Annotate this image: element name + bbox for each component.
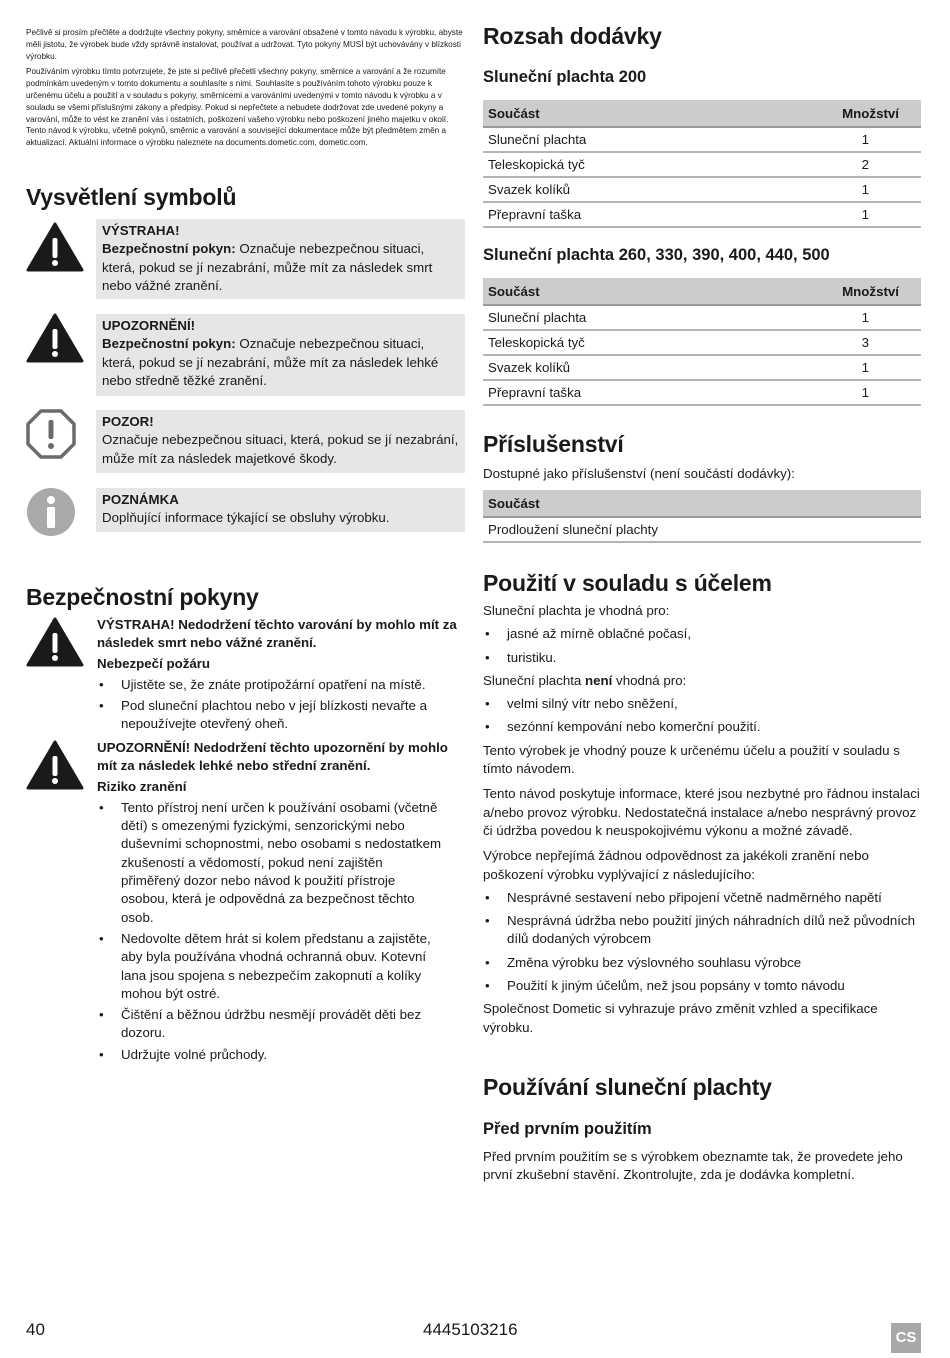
cell-part: Teleskopická tyč bbox=[483, 330, 730, 355]
intended-use-title: Použití v souladu s účelem bbox=[483, 570, 772, 596]
safety-injury-list bbox=[97, 799, 465, 1064]
cell-qty: 2 bbox=[730, 152, 921, 177]
delivery-table-260-500 bbox=[483, 278, 921, 406]
list-item: • Udržujte volné průchody. bbox=[97, 1046, 443, 1064]
delivery-table2-title: Sluneční plachta 260, 330, 390, 400, 440, 500 bbox=[483, 246, 830, 264]
symbol-note-head: POZNÁMKA bbox=[102, 492, 179, 507]
list-item: • Pod sluneční plachtou nebo v její blízkosti nevařte a nepoužívejte otevřený oheň. bbox=[97, 697, 465, 734]
table-row bbox=[483, 127, 921, 152]
list-item: • Nesprávná údržba nebo použití jiných náhradních dílů než původních dílů dodaných výrobcem bbox=[483, 912, 923, 949]
list-item: • velmi silný vítr nebo sněžení, bbox=[483, 695, 923, 713]
language-badge: CS bbox=[891, 1323, 921, 1353]
warning-triangle-icon bbox=[26, 617, 84, 667]
intro-paragraph-2: Používáním výrobku tímto potvrzujete, že jste si pečlivě přečetli všechny pokyny, směrnice a varování a že rozumíte podmínkám uvedeným v tomto dokumentu a souhlasíte s nimi. Souhlasíte s používáním tohoto výrobku pouze k určenému účelu a použití a v souladu s pokyny, směrnicemi a varováními uvedenými v tomto návodu k výrobku a v souladu se všemi příslušnými zákony a předpisy. Pokud si nepřečtete a nebudete dodržovat zde uvedené pokyny a varování, může to vést ke zranění vás i ostatních, poškození vašeho výrobku nebo poškození jiného majetku v okolí. Tento návod k výrobku, včetně pokynů, směrnic a varování a související dokumentace může být předmětem změn a aktualizací. Aktuální informace o výrobku naleznete na documents.dometic.com, dometic.com. bbox=[26, 67, 449, 148]
table-row bbox=[483, 517, 921, 542]
cell-part: Svazek kolíků bbox=[483, 177, 730, 202]
table-row bbox=[483, 152, 921, 177]
safety-warning-head: VÝSTRAHA! Nedodržení těchto varování by mohlo mít za následek smrt nebo vážné zranění. bbox=[97, 617, 457, 651]
list-item: • Použití k jiným účelům, než jsou popsány v tomto návodu bbox=[483, 977, 923, 995]
cell-qty: 1 bbox=[730, 355, 921, 380]
liability-list bbox=[483, 889, 923, 995]
symbol-caution-head: UPOZORNĚNÍ! bbox=[102, 318, 196, 333]
caution-triangle-icon bbox=[26, 740, 84, 790]
intended-paragraph-1: Tento výrobek je vhodný pouze k určenému účelu a použití v souladu s tímto návodem. bbox=[483, 742, 900, 777]
cell-part: Teleskopická tyč bbox=[483, 152, 730, 177]
list-item: • Ujistěte se, že znáte protipožární opatření na místě. bbox=[97, 676, 465, 694]
list-item: • jasné až mírně oblačné počasí, bbox=[483, 625, 923, 643]
cell-part: Sluneční plachta bbox=[483, 127, 730, 152]
using-title: Používání sluneční plachty bbox=[483, 1074, 772, 1100]
safety-fire-subhead: Nebezpečí požáru bbox=[97, 655, 211, 671]
caution-triangle-icon bbox=[26, 313, 84, 363]
cell-qty: 1 bbox=[730, 127, 921, 152]
not-suitable-post: vhodná pro: bbox=[612, 672, 687, 688]
symbol-warning-lead: Bezpečnostní pokyn: bbox=[102, 241, 236, 257]
cell-part: Prodloužení sluneční plachty bbox=[483, 517, 921, 542]
cell-qty: 3 bbox=[730, 330, 921, 355]
list-item: • Nesprávné sestavení nebo připojení včetně nadměrného napětí bbox=[483, 889, 923, 907]
safety-caution-head: UPOZORNĚNÍ! Nedodržení těchto upozornění by mohlo mít za následek lehké nebo střední zranění. bbox=[97, 740, 448, 774]
cell-part: Sluneční plachta bbox=[483, 305, 730, 330]
not-suitable-intro bbox=[483, 672, 923, 690]
list-item: • turistiku. bbox=[483, 649, 923, 667]
intended-paragraph-4: Společnost Dometic si vyhrazuje právo změnit vzhled a specifikace výrobku. bbox=[483, 1001, 878, 1035]
table-row bbox=[483, 380, 921, 405]
column-header-part: Součást bbox=[483, 278, 730, 305]
table-row bbox=[483, 177, 921, 202]
list-item: • Tento přístroj není určen k používání osobami (včetně dětí) s omezenými fyzickými, senzorickými nebo duševními schopnostmi, nebo osobami s nedostatkem zkušeností a vědomostí, pokud není zajištěn přiměřený dozor nebo návod k použití přístroje osobou, která je odpovědná za bezpečnost těchto osob. bbox=[97, 799, 443, 927]
table-row bbox=[483, 330, 921, 355]
intro-paragraph-1: Pečlivě si prosím přečtěte a dodržujte všechny pokyny, směrnice a varování obsažené v tomto návodu k výrobku, abyste měli jistotu, že výrobek bude vždy správně instalovat, používat a udržovat. Tyto pokyny MUSÍ být uchovávány v blízkosti výrobku. bbox=[26, 28, 463, 61]
accessories-table bbox=[483, 490, 921, 543]
column-header-qty: Množství bbox=[730, 100, 921, 127]
accessories-intro: Dostupné jako příslušenství (není součástí dodávky): bbox=[483, 466, 795, 481]
symbols-title: Vysvětlení symbolů bbox=[26, 184, 237, 210]
document-code: 4445103216 bbox=[423, 1320, 518, 1339]
suitable-list bbox=[483, 625, 923, 667]
delivery-table-200 bbox=[483, 100, 921, 228]
cell-part: Svazek kolíků bbox=[483, 355, 730, 380]
table-row bbox=[483, 355, 921, 380]
symbol-notice-text: Označuje nebezpečnou situaci, která, pokud se jí nezabrání, může mít za následek majetkové škody. bbox=[102, 432, 459, 466]
intended-paragraph-2: Tento návod poskytuje informace, které jsou nezbytné pro řádnou instalaci a/nebo provoz výrobku. Nedostatečná instalace a/nebo nesprávný provoz či údržba povedou k neuspokojivému výkonu a možné závadě. bbox=[483, 786, 920, 838]
table-row bbox=[483, 202, 921, 227]
safety-caution-block bbox=[97, 739, 465, 1067]
list-item: • Čištění a běžnou údržbu nesmějí provádět děti bez dozoru. bbox=[97, 1006, 443, 1043]
column-header-part: Součást bbox=[483, 490, 921, 517]
symbol-caution-lead: Bezpečnostní pokyn: bbox=[102, 336, 236, 352]
not-suitable-pre: Sluneční plachta bbox=[483, 672, 586, 688]
notice-octagon-icon bbox=[26, 409, 76, 459]
list-item: • sezónní kempování nebo komerční použití. bbox=[483, 718, 923, 736]
symbol-note-box bbox=[96, 488, 465, 532]
safety-title: Bezpečnostní pokyny bbox=[26, 584, 259, 610]
cell-qty: 1 bbox=[730, 177, 921, 202]
using-subtitle: Před prvním použitím bbox=[483, 1120, 652, 1138]
using-paragraph: Před prvním použitím se s výrobkem obeznamte tak, že provedete jeho první zkušební stavění. Zkontrolujte, zda je dodávka kompletní. bbox=[483, 1149, 903, 1183]
list-item: • Nedovolte dětem hrát si kolem předstanu a zajistěte, aby byla používána vhodná ochranná obuv. Kotevní lana jsou spojena s nebezpečím zakopnutí a kolíky mohou být ostré. bbox=[97, 930, 443, 1003]
page-number: 40 bbox=[26, 1320, 45, 1339]
delivery-table1-title: Sluneční plachta 200 bbox=[483, 68, 647, 86]
cell-part: Přepravní taška bbox=[483, 202, 730, 227]
safety-warning-block bbox=[97, 616, 465, 737]
safety-fire-list bbox=[97, 676, 465, 734]
cell-qty: 1 bbox=[730, 380, 921, 405]
suitable-intro: Sluneční plachta je vhodná pro: bbox=[483, 603, 670, 618]
list-item: • Změna výrobku bez výslovného souhlasu výrobce bbox=[483, 954, 923, 972]
accessories-title: Příslušenství bbox=[483, 431, 624, 457]
symbol-caution-box bbox=[96, 314, 465, 396]
symbol-notice-box bbox=[96, 410, 465, 473]
symbol-note-text: Doplňující informace týkající se obsluhy výrobku. bbox=[102, 510, 390, 526]
column-header-part: Součást bbox=[483, 100, 730, 127]
symbol-warning-box bbox=[96, 219, 465, 299]
intro-text bbox=[26, 27, 468, 149]
info-circle-icon bbox=[26, 487, 76, 537]
delivery-title: Rozsah dodávky bbox=[483, 23, 662, 49]
column-header-qty: Množství bbox=[730, 278, 921, 305]
cell-qty: 1 bbox=[730, 305, 921, 330]
not-suitable-list bbox=[483, 695, 923, 737]
cell-part: Přepravní taška bbox=[483, 380, 730, 405]
cell-qty: 1 bbox=[730, 202, 921, 227]
symbol-warning-text: Označuje nebezpečnou situaci, která, pokud se jí nezabrání, může mít za následek smrt nebo vážné zranění. bbox=[102, 241, 433, 293]
safety-injury-subhead: Riziko zranění bbox=[97, 778, 187, 794]
intended-use-body bbox=[483, 602, 923, 1037]
symbol-warning-head: VÝSTRAHA! bbox=[102, 223, 180, 238]
table-row bbox=[483, 305, 921, 330]
warning-triangle-icon bbox=[26, 222, 84, 272]
intended-paragraph-3: Výrobce nepřejímá žádnou odpovědnost za jakékoli zranění nebo poškození výrobku vyplývající z následujícího: bbox=[483, 848, 869, 882]
symbol-caution-text: Označuje nebezpečnou situaci, která, pokud se jí nezabrání, může mít za následek lehké nebo středně těžké zranění. bbox=[102, 336, 439, 388]
symbol-notice-head: POZOR! bbox=[102, 414, 154, 429]
not-suitable-bold: není bbox=[585, 672, 613, 688]
